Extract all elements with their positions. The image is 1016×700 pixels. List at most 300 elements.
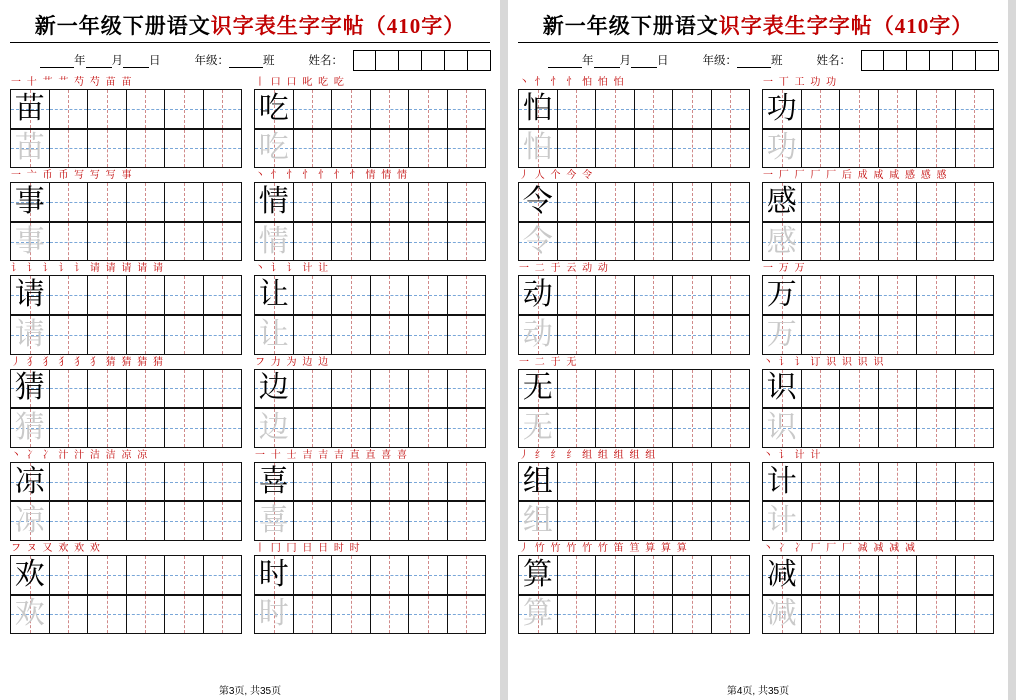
tianzige-cell[interactable] [294, 183, 333, 222]
tianzige-cell[interactable] [11, 556, 50, 595]
tianzige-cell[interactable] [802, 276, 841, 315]
tianzige-row-trace[interactable] [518, 408, 750, 448]
tianzige-cell[interactable] [635, 90, 674, 129]
date-field[interactable] [40, 52, 161, 68]
tianzige-cell[interactable] [294, 223, 333, 262]
tianzige-cell[interactable] [673, 502, 712, 541]
tianzige-row-trace[interactable] [10, 315, 242, 355]
tianzige-cell[interactable] [448, 463, 487, 502]
tianzige-cell[interactable] [558, 130, 597, 169]
tianzige-cell[interactable] [88, 596, 127, 635]
tianzige-cell[interactable] [956, 130, 995, 169]
tianzige-cell[interactable] [635, 276, 674, 315]
tianzige-cell[interactable] [763, 596, 802, 635]
tianzige-row[interactable] [518, 275, 750, 315]
tianzige-cell[interactable] [558, 463, 597, 502]
tianzige-cell[interactable] [204, 276, 243, 315]
tianzige-cell[interactable] [917, 463, 956, 502]
tianzige-cell[interactable] [409, 276, 448, 315]
tianzige-cell[interactable] [50, 596, 89, 635]
tianzige-cell[interactable] [127, 463, 166, 502]
tianzige-row[interactable] [762, 182, 994, 222]
tianzige-cell[interactable] [88, 370, 127, 409]
tianzige-cell[interactable] [519, 223, 558, 262]
tianzige-cell[interactable] [294, 409, 333, 448]
tianzige-cell[interactable] [879, 502, 918, 541]
tianzige-cell[interactable] [204, 463, 243, 502]
tianzige-cell[interactable] [840, 596, 879, 635]
tianzige-cell[interactable] [519, 409, 558, 448]
tianzige-cell[interactable] [50, 370, 89, 409]
tianzige-row-trace[interactable] [762, 129, 994, 169]
tianzige-row-trace[interactable] [518, 129, 750, 169]
tianzige-cell[interactable] [879, 223, 918, 262]
tianzige-row[interactable] [762, 89, 994, 129]
tianzige-cell[interactable] [956, 370, 995, 409]
tianzige-cell[interactable] [917, 409, 956, 448]
tianzige-cell[interactable] [448, 183, 487, 222]
tianzige-cell[interactable] [294, 370, 333, 409]
tianzige-cell[interactable] [802, 130, 841, 169]
tianzige-cell[interactable] [165, 223, 204, 262]
tianzige-row[interactable] [254, 275, 486, 315]
tianzige-cell[interactable] [255, 463, 294, 502]
tianzige-cell[interactable] [165, 316, 204, 355]
tianzige-cell[interactable] [917, 596, 956, 635]
tianzige-cell[interactable] [204, 370, 243, 409]
name-field[interactable] [817, 52, 852, 68]
tianzige-row[interactable] [254, 369, 486, 409]
name-box[interactable] [399, 50, 422, 71]
tianzige-cell[interactable] [332, 223, 371, 262]
tianzige-cell[interactable] [165, 556, 204, 595]
tianzige-cell[interactable] [917, 556, 956, 595]
tianzige-cell[interactable] [712, 370, 751, 409]
tianzige-cell[interactable] [673, 90, 712, 129]
tianzige-cell[interactable] [371, 183, 410, 222]
tianzige-cell[interactable] [956, 463, 995, 502]
tianzige-cell[interactable] [255, 223, 294, 262]
tianzige-cell[interactable] [802, 409, 841, 448]
tianzige-cell[interactable] [332, 596, 371, 635]
tianzige-row[interactable] [254, 462, 486, 502]
tianzige-cell[interactable] [409, 409, 448, 448]
tianzige-cell[interactable] [558, 556, 597, 595]
tianzige-cell[interactable] [840, 463, 879, 502]
tianzige-cell[interactable] [165, 502, 204, 541]
tianzige-cell[interactable] [50, 316, 89, 355]
tianzige-cell[interactable] [371, 370, 410, 409]
tianzige-cell[interactable] [294, 316, 333, 355]
tianzige-row-trace[interactable] [762, 501, 994, 541]
tianzige-row[interactable] [10, 369, 242, 409]
tianzige-cell[interactable] [917, 276, 956, 315]
tianzige-cell[interactable] [802, 316, 841, 355]
tianzige-row-trace[interactable] [10, 501, 242, 541]
tianzige-cell[interactable] [712, 596, 751, 635]
tianzige-row-trace[interactable] [10, 595, 242, 635]
tianzige-cell[interactable] [519, 316, 558, 355]
tianzige-cell[interactable] [448, 370, 487, 409]
tianzige-cell[interactable] [712, 316, 751, 355]
tianzige-cell[interactable] [596, 556, 635, 595]
tianzige-cell[interactable] [332, 130, 371, 169]
tianzige-row-trace[interactable] [254, 408, 486, 448]
tianzige-cell[interactable] [763, 223, 802, 262]
tianzige-cell[interactable] [371, 90, 410, 129]
tianzige-cell[interactable] [879, 316, 918, 355]
tianzige-cell[interactable] [50, 90, 89, 129]
tianzige-cell[interactable] [917, 130, 956, 169]
tianzige-cell[interactable] [956, 316, 995, 355]
tianzige-cell[interactable] [840, 556, 879, 595]
tianzige-cell[interactable] [879, 183, 918, 222]
tianzige-cell[interactable] [332, 90, 371, 129]
tianzige-cell[interactable] [712, 90, 751, 129]
tianzige-cell[interactable] [712, 130, 751, 169]
tianzige-cell[interactable] [448, 223, 487, 262]
tianzige-cell[interactable] [127, 90, 166, 129]
tianzige-cell[interactable] [50, 556, 89, 595]
tianzige-row[interactable] [518, 462, 750, 502]
tianzige-cell[interactable] [519, 276, 558, 315]
tianzige-cell[interactable] [127, 276, 166, 315]
tianzige-cell[interactable] [88, 130, 127, 169]
tianzige-cell[interactable] [763, 370, 802, 409]
tianzige-cell[interactable] [165, 130, 204, 169]
tianzige-cell[interactable] [763, 183, 802, 222]
tianzige-row-trace[interactable] [10, 408, 242, 448]
tianzige-row[interactable] [254, 89, 486, 129]
tianzige-cell[interactable] [448, 130, 487, 169]
tianzige-cell[interactable] [519, 183, 558, 222]
tianzige-cell[interactable] [204, 183, 243, 222]
tianzige-row[interactable] [10, 89, 242, 129]
tianzige-cell[interactable] [448, 502, 487, 541]
tianzige-cell[interactable] [409, 90, 448, 129]
name-box[interactable] [422, 50, 445, 71]
tianzige-cell[interactable] [763, 276, 802, 315]
tianzige-cell[interactable] [673, 276, 712, 315]
tianzige-cell[interactable] [11, 596, 50, 635]
tianzige-cell[interactable] [294, 276, 333, 315]
tianzige-cell[interactable] [255, 409, 294, 448]
tianzige-cell[interactable] [127, 183, 166, 222]
tianzige-cell[interactable] [596, 90, 635, 129]
tianzige-cell[interactable] [917, 370, 956, 409]
tianzige-cell[interactable] [558, 223, 597, 262]
tianzige-cell[interactable] [448, 556, 487, 595]
tianzige-cell[interactable] [165, 183, 204, 222]
tianzige-row[interactable] [10, 555, 242, 595]
tianzige-row[interactable] [254, 555, 486, 595]
tianzige-row-trace[interactable] [518, 222, 750, 262]
tianzige-cell[interactable] [294, 502, 333, 541]
tianzige-row-trace[interactable] [518, 501, 750, 541]
tianzige-row[interactable] [762, 555, 994, 595]
tianzige-cell[interactable] [11, 223, 50, 262]
tianzige-cell[interactable] [879, 90, 918, 129]
tianzige-cell[interactable] [255, 370, 294, 409]
tianzige-cell[interactable] [50, 183, 89, 222]
grade-field[interactable] [703, 52, 783, 68]
name-box[interactable] [976, 50, 999, 71]
name-boxes[interactable] [353, 50, 491, 71]
tianzige-cell[interactable] [596, 502, 635, 541]
tianzige-cell[interactable] [635, 556, 674, 595]
tianzige-cell[interactable] [635, 130, 674, 169]
tianzige-cell[interactable] [409, 463, 448, 502]
tianzige-cell[interactable] [635, 223, 674, 262]
tianzige-cell[interactable] [165, 90, 204, 129]
name-box[interactable] [907, 50, 930, 71]
tianzige-cell[interactable] [448, 276, 487, 315]
name-box[interactable] [861, 50, 884, 71]
name-field[interactable] [309, 52, 344, 68]
tianzige-cell[interactable] [88, 409, 127, 448]
tianzige-row[interactable] [518, 369, 750, 409]
tianzige-cell[interactable] [332, 556, 371, 595]
tianzige-cell[interactable] [204, 502, 243, 541]
tianzige-cell[interactable] [88, 183, 127, 222]
tianzige-cell[interactable] [332, 502, 371, 541]
tianzige-cell[interactable] [204, 316, 243, 355]
tianzige-cell[interactable] [88, 223, 127, 262]
tianzige-cell[interactable] [802, 90, 841, 129]
tianzige-cell[interactable] [956, 409, 995, 448]
tianzige-cell[interactable] [204, 596, 243, 635]
tianzige-row-trace[interactable] [254, 501, 486, 541]
tianzige-cell[interactable] [558, 276, 597, 315]
tianzige-cell[interactable] [596, 183, 635, 222]
tianzige-cell[interactable] [11, 409, 50, 448]
tianzige-cell[interactable] [11, 183, 50, 222]
tianzige-cell[interactable] [558, 183, 597, 222]
tianzige-cell[interactable] [409, 502, 448, 541]
tianzige-cell[interactable] [879, 276, 918, 315]
tianzige-cell[interactable] [332, 276, 371, 315]
tianzige-cell[interactable] [879, 556, 918, 595]
tianzige-cell[interactable] [558, 316, 597, 355]
tianzige-cell[interactable] [956, 276, 995, 315]
tianzige-cell[interactable] [519, 502, 558, 541]
tianzige-cell[interactable] [956, 596, 995, 635]
tianzige-row[interactable] [10, 275, 242, 315]
tianzige-cell[interactable] [879, 130, 918, 169]
tianzige-cell[interactable] [11, 463, 50, 502]
tianzige-cell[interactable] [11, 316, 50, 355]
tianzige-cell[interactable] [558, 502, 597, 541]
tianzige-cell[interactable] [409, 130, 448, 169]
tianzige-cell[interactable] [956, 502, 995, 541]
tianzige-cell[interactable] [165, 370, 204, 409]
tianzige-cell[interactable] [596, 409, 635, 448]
name-box[interactable] [930, 50, 953, 71]
tianzige-cell[interactable] [763, 556, 802, 595]
tianzige-row-trace[interactable] [10, 129, 242, 169]
tianzige-cell[interactable] [332, 316, 371, 355]
tianzige-cell[interactable] [371, 223, 410, 262]
tianzige-cell[interactable] [294, 463, 333, 502]
grade-field[interactable] [195, 52, 275, 68]
tianzige-cell[interactable] [635, 370, 674, 409]
tianzige-cell[interactable] [596, 276, 635, 315]
tianzige-cell[interactable] [165, 463, 204, 502]
tianzige-cell[interactable] [917, 502, 956, 541]
tianzige-row[interactable] [762, 275, 994, 315]
tianzige-row-trace[interactable] [762, 595, 994, 635]
tianzige-cell[interactable] [294, 556, 333, 595]
tianzige-row-trace[interactable] [762, 408, 994, 448]
tianzige-cell[interactable] [11, 276, 50, 315]
tianzige-row[interactable] [254, 182, 486, 222]
tianzige-cell[interactable] [255, 183, 294, 222]
tianzige-cell[interactable] [519, 556, 558, 595]
tianzige-cell[interactable] [448, 409, 487, 448]
tianzige-cell[interactable] [635, 409, 674, 448]
name-box[interactable] [445, 50, 468, 71]
tianzige-cell[interactable] [917, 90, 956, 129]
tianzige-cell[interactable] [88, 90, 127, 129]
tianzige-cell[interactable] [956, 183, 995, 222]
tianzige-cell[interactable] [88, 276, 127, 315]
tianzige-cell[interactable] [673, 409, 712, 448]
tianzige-cell[interactable] [371, 130, 410, 169]
tianzige-cell[interactable] [879, 370, 918, 409]
tianzige-row[interactable] [10, 462, 242, 502]
tianzige-cell[interactable] [763, 463, 802, 502]
tianzige-cell[interactable] [204, 556, 243, 595]
tianzige-cell[interactable] [519, 463, 558, 502]
tianzige-cell[interactable] [956, 90, 995, 129]
tianzige-cell[interactable] [255, 556, 294, 595]
tianzige-cell[interactable] [673, 556, 712, 595]
tianzige-cell[interactable] [255, 502, 294, 541]
tianzige-cell[interactable] [88, 316, 127, 355]
tianzige-cell[interactable] [802, 370, 841, 409]
tianzige-cell[interactable] [332, 370, 371, 409]
tianzige-cell[interactable] [558, 409, 597, 448]
name-box[interactable] [353, 50, 376, 71]
tianzige-cell[interactable] [11, 502, 50, 541]
tianzige-cell[interactable] [50, 409, 89, 448]
tianzige-cell[interactable] [332, 183, 371, 222]
tianzige-cell[interactable] [840, 276, 879, 315]
tianzige-cell[interactable] [673, 463, 712, 502]
tianzige-cell[interactable] [763, 502, 802, 541]
tianzige-cell[interactable] [255, 90, 294, 129]
tianzige-cell[interactable] [204, 409, 243, 448]
tianzige-cell[interactable] [802, 183, 841, 222]
tianzige-cell[interactable] [88, 502, 127, 541]
tianzige-cell[interactable] [165, 596, 204, 635]
tianzige-cell[interactable] [371, 596, 410, 635]
tianzige-cell[interactable] [409, 316, 448, 355]
tianzige-cell[interactable] [840, 316, 879, 355]
tianzige-cell[interactable] [448, 596, 487, 635]
tianzige-cell[interactable] [409, 596, 448, 635]
tianzige-row-trace[interactable] [518, 595, 750, 635]
tianzige-cell[interactable] [917, 316, 956, 355]
tianzige-cell[interactable] [294, 90, 333, 129]
tianzige-cell[interactable] [956, 223, 995, 262]
tianzige-cell[interactable] [840, 223, 879, 262]
tianzige-cell[interactable] [127, 556, 166, 595]
tianzige-cell[interactable] [917, 183, 956, 222]
tianzige-cell[interactable] [11, 370, 50, 409]
tianzige-cell[interactable] [802, 223, 841, 262]
tianzige-cell[interactable] [596, 596, 635, 635]
tianzige-cell[interactable] [11, 130, 50, 169]
tianzige-cell[interactable] [294, 130, 333, 169]
tianzige-cell[interactable] [763, 90, 802, 129]
name-box[interactable] [884, 50, 907, 71]
name-box[interactable] [953, 50, 976, 71]
tianzige-row-trace[interactable] [518, 315, 750, 355]
tianzige-cell[interactable] [712, 556, 751, 595]
tianzige-cell[interactable] [763, 409, 802, 448]
tianzige-cell[interactable] [712, 409, 751, 448]
tianzige-row[interactable] [10, 182, 242, 222]
tianzige-cell[interactable] [50, 276, 89, 315]
tianzige-row-trace[interactable] [762, 222, 994, 262]
tianzige-cell[interactable] [371, 316, 410, 355]
tianzige-cell[interactable] [255, 596, 294, 635]
tianzige-cell[interactable] [371, 409, 410, 448]
tianzige-cell[interactable] [50, 130, 89, 169]
tianzige-cell[interactable] [519, 90, 558, 129]
name-boxes[interactable] [861, 50, 999, 71]
tianzige-cell[interactable] [558, 596, 597, 635]
tianzige-cell[interactable] [802, 463, 841, 502]
tianzige-cell[interactable] [409, 183, 448, 222]
tianzige-cell[interactable] [763, 316, 802, 355]
tianzige-cell[interactable] [255, 130, 294, 169]
tianzige-cell[interactable] [50, 502, 89, 541]
tianzige-row[interactable] [518, 555, 750, 595]
tianzige-cell[interactable] [763, 130, 802, 169]
tianzige-cell[interactable] [11, 90, 50, 129]
tianzige-cell[interactable] [712, 183, 751, 222]
tianzige-cell[interactable] [88, 556, 127, 595]
tianzige-cell[interactable] [635, 596, 674, 635]
tianzige-cell[interactable] [88, 463, 127, 502]
tianzige-row-trace[interactable] [762, 315, 994, 355]
tianzige-cell[interactable] [50, 463, 89, 502]
tianzige-cell[interactable] [917, 223, 956, 262]
tianzige-cell[interactable] [371, 502, 410, 541]
tianzige-cell[interactable] [127, 370, 166, 409]
tianzige-row[interactable] [518, 89, 750, 129]
tianzige-cell[interactable] [558, 370, 597, 409]
tianzige-cell[interactable] [673, 183, 712, 222]
tianzige-cell[interactable] [879, 596, 918, 635]
tianzige-cell[interactable] [50, 223, 89, 262]
tianzige-cell[interactable] [635, 183, 674, 222]
tianzige-cell[interactable] [409, 223, 448, 262]
tianzige-cell[interactable] [596, 316, 635, 355]
tianzige-row[interactable] [762, 369, 994, 409]
tianzige-cell[interactable] [635, 316, 674, 355]
tianzige-cell[interactable] [879, 409, 918, 448]
tianzige-cell[interactable] [371, 556, 410, 595]
tianzige-cell[interactable] [673, 596, 712, 635]
tianzige-cell[interactable] [673, 223, 712, 262]
tianzige-row-trace[interactable] [10, 222, 242, 262]
tianzige-cell[interactable] [371, 463, 410, 502]
tianzige-cell[interactable] [519, 130, 558, 169]
tianzige-cell[interactable] [840, 183, 879, 222]
